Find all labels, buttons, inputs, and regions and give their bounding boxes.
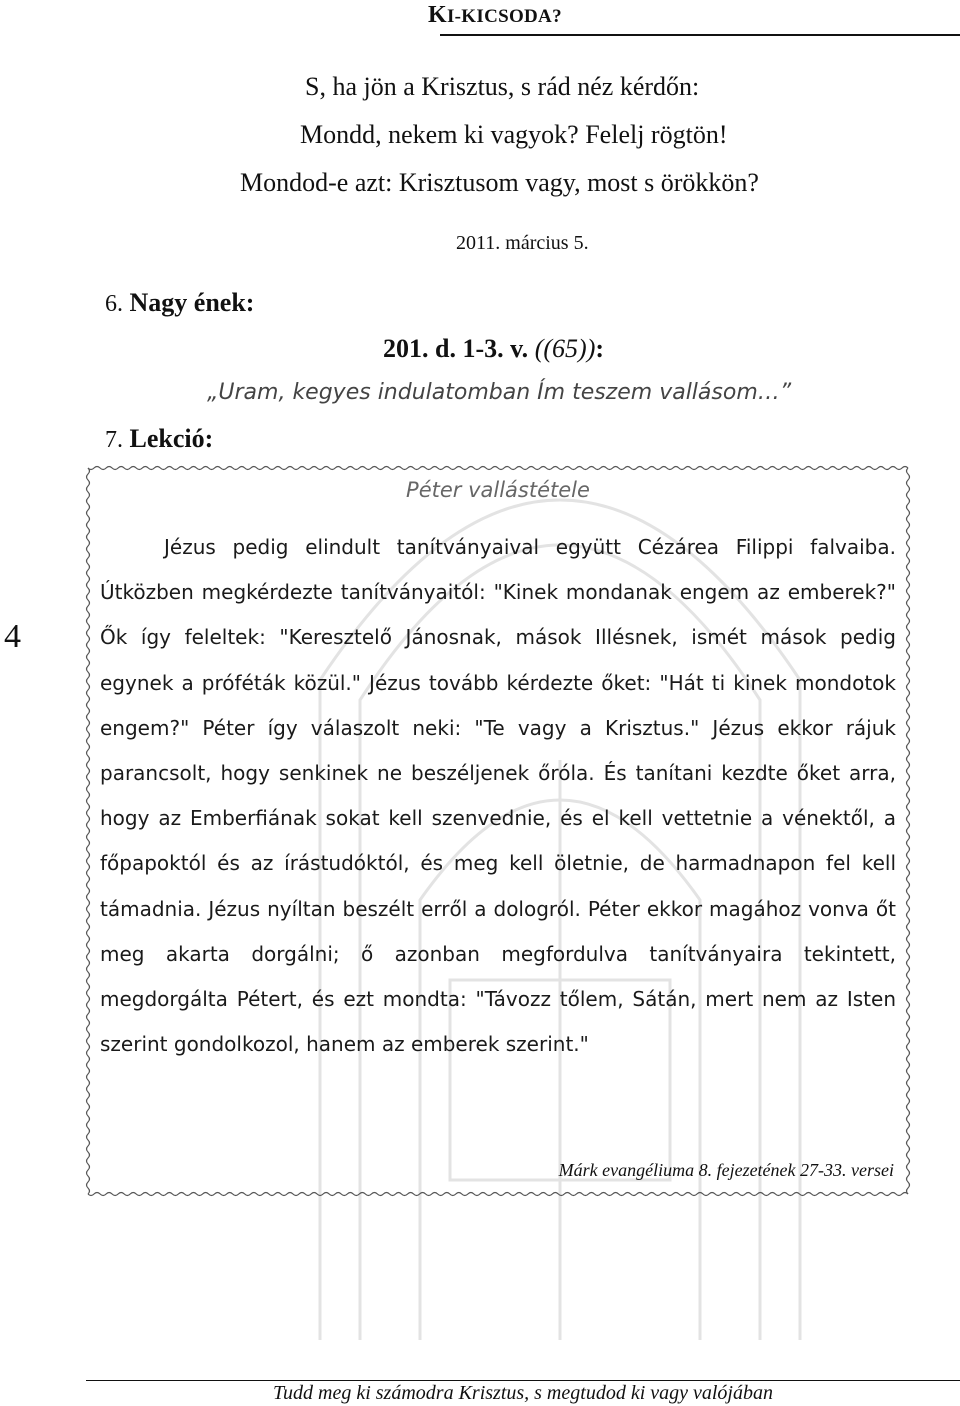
poem-line-1: S, ha jön a Krisztus, s rád néz kérdőn: xyxy=(305,72,700,101)
poem-date: 2011. március 5. xyxy=(456,232,589,254)
lesson-box xyxy=(82,462,914,1200)
wavy-border-edge xyxy=(907,468,910,1194)
hymn-ref-paren: ((65)) xyxy=(534,334,596,363)
header-title-rest: I-KICSODA? xyxy=(446,6,562,27)
section-label: Nagy ének: xyxy=(129,288,255,317)
wavy-border-edge xyxy=(87,468,90,1194)
hymn-ref-colon: : xyxy=(595,334,605,363)
section-number: 6. xyxy=(105,291,123,317)
section-nagy-enek xyxy=(105,288,254,318)
wavy-border-edge xyxy=(88,467,908,470)
lesson-paragraph: Jézus pedig elindult tanítványaival együtt Cézárea Filippi falvaiba. Útközben megkérdezte tanítványaitól: "Kinek mondanak engem az emberek?" Ők így feleltek: "Keresztelő Jánosnak, mások Illésnek, ismét mások pedig egynek a próféták közül." Jézus tovább kérdezte őket: "Hát ti kinek mondotok engem?" Péter így válaszolt neki: "Te vagy a Krisztus." Jézus ekkor rájuk parancsolt, hogy senkinek ne beszéljenek őróla. És tanítani kezdte őket arra, hogy az Emberfiának sokat kell szenvednie, és el kell vettetnie a vénektől, a főpapoktól és az írástudóktól, és meg kell öletnie, de harmadnapon fel kell támadnia. Jézus nyíltan beszélt erről a dologról. Péter ekkor magához vonva őt meg akarta dorgálni; ő azonban megfordulva tanítványaira tekintett, megdorgálta Pétert, és ezt mondta: "Távozz tőlem, Sátán, mert nem az Isten szerint gondolkozol, hanem az emberek szerint." xyxy=(100,535,896,1057)
page-number: 4 xyxy=(4,618,21,655)
poem-line-3: Mondod-e azt: Krisztusom vagy, most s örökkön? xyxy=(240,168,759,197)
section-lekcio xyxy=(105,424,213,454)
header-rule xyxy=(440,34,960,36)
footer-rule xyxy=(86,1380,960,1381)
poem-line-2: Mondd, nekem ki vagyok? Felelj rögtön! xyxy=(300,120,728,149)
lesson-text xyxy=(100,525,896,1067)
header-title-initial: K xyxy=(428,2,447,28)
hymn-ref-number: (65) xyxy=(543,334,587,363)
page-header-title xyxy=(428,2,562,29)
wavy-border-edge xyxy=(88,1193,908,1196)
lesson-title: Péter vallástétele xyxy=(406,478,590,502)
lesson-reference: Márk evangéliuma 8. fejezetének 27-33. versei xyxy=(558,1160,894,1180)
hymn-ref: 201. d. 1-3. v. xyxy=(383,334,529,363)
hymn-first-line: „Uram, kegyes indulatomban Ím teszem vallásom…” xyxy=(207,380,792,405)
section-number: 7. xyxy=(105,427,123,453)
section-label: Lekció: xyxy=(129,424,214,453)
page-footer: Tudd meg ki számodra Krisztus, s megtudod ki vagy valójában xyxy=(273,1382,773,1404)
hymn-reference xyxy=(383,334,604,364)
